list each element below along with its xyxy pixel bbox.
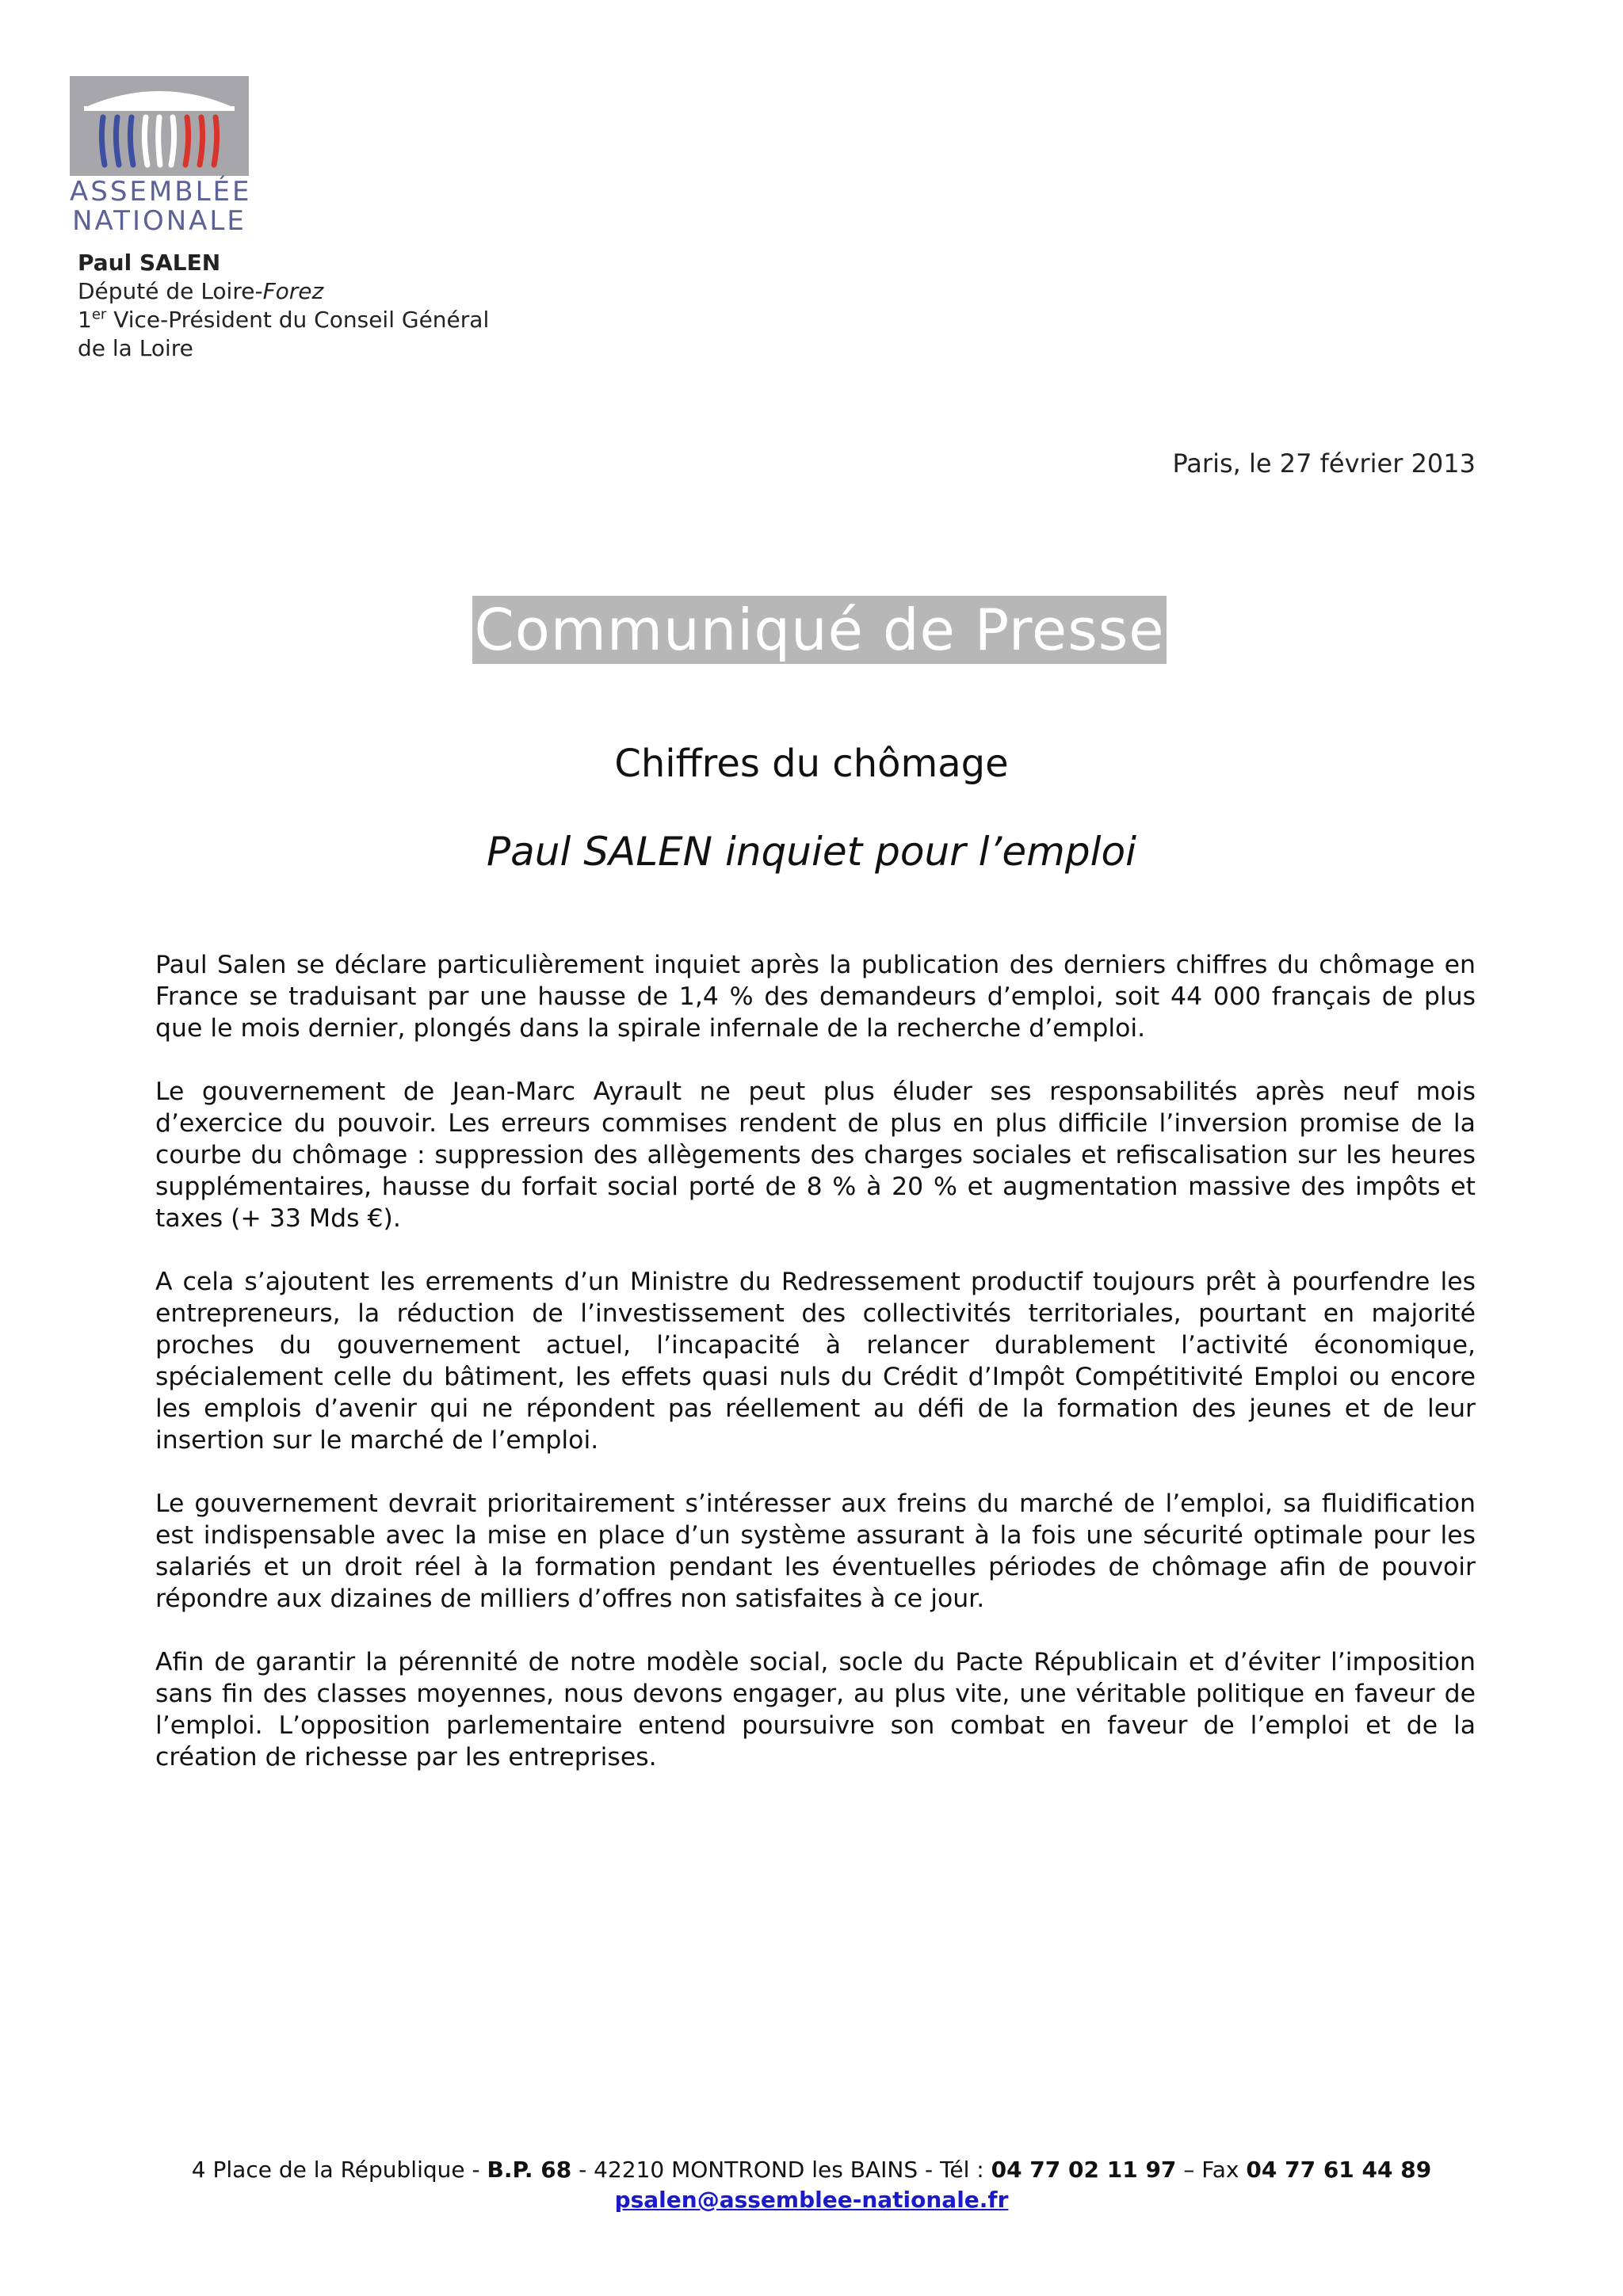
body-paragraph-4: Le gouvernement devrait prioritairement s’intéresser aux freins du marché de l’emploi, sa fluidification est indispensable avec la mise en place d’un système assurant à la fois une sécurité optimale pour les salariés et un droit réel à la formation pendant les éventuelles périodes de chômage afin de pouvoir répondre aux dizaines de milliers d’offres non satisfaites à ce jour. — [155, 1489, 1476, 1613]
footer-address-b: - 42210 MONTROND les BAINS - Tél : — [571, 2157, 991, 2183]
document-date: Paris, le 27 février 2013 — [1172, 448, 1476, 479]
assemblee-nationale-logo — [70, 76, 252, 237]
vp-ordinal: 1 — [78, 307, 92, 333]
logo-wordmark — [70, 176, 252, 237]
footer-bp: B.P. 68 — [487, 2157, 572, 2183]
body-paragraph-3: A cela s’ajoutent les errements d’un Ministre du Redressement productif toujours prêt à pourfendre les entrepreneurs, la réduction de l’investissement des collectivités territoriales, pourtant en majorité proches du gouvernement actuel, l’incapacité à relancer durablement l’activité économique, spécialement celle du bâtiment, les effets quasi nuls du Crédit d’Impôt Compétitivité Emploi ou encore les emplois d’avenir qui ne répondent pas réellement au défi de la formation des jeunes et de leur insertion sur le marché de l’emploi. — [155, 1268, 1476, 1455]
footer-email-link[interactable]: psalen@assemblee-nationale.fr — [614, 2187, 1009, 2213]
footer-fax: 04 77 61 44 89 — [1246, 2157, 1432, 2183]
author-role-suffix: Forez — [262, 278, 324, 304]
footer-contact-line — [0, 2155, 1623, 2185]
body-paragraph-2: Le gouvernement de Jean-Marc Ayrault ne peut plus éluder ses responsabilités après neuf mois d’exercice du pouvoir. Les erreurs commises rendent de plus en plus difficile l’inversion promise de la courbe du chômage : suppression des allègements des charges sociales et refiscalisation sur les heures supplémentaires, hausse du forfait social porté de 8 % à 20 % et augmentation massive des impôts et taxes (+ 33 Mds €). — [155, 1077, 1476, 1233]
author-vp-line2: de la Loire — [78, 335, 193, 361]
vp-text: Vice-Président du Conseil Général — [106, 307, 490, 333]
body-paragraph-5: Afin de garantir la pérennité de notre modèle social, socle du Pacte Républicain et d’éviter l’imposition sans fin des classes moyennes, nous devons engager, au plus vite, une véritable politique en faveur de l’emploi. L’opposition parlementaire entend poursuivre son combat en faveur de l’emploi et de la création de richesse par les entreprises. — [155, 1648, 1476, 1772]
footer — [0, 2155, 1623, 2215]
author-role-prefix: Député de Loire- — [78, 278, 263, 304]
press-release-banner: Communiqué de Presse — [472, 596, 1167, 664]
footer-address-a: 4 Place de la République - — [191, 2157, 487, 2183]
author-name: Paul SALEN — [78, 250, 221, 276]
logo-line-2: NATIONALE — [72, 205, 246, 237]
hemicycle-icon — [70, 76, 249, 176]
footer-tel: 04 77 02 11 97 — [991, 2157, 1177, 2183]
footer-fax-label: – Fax — [1176, 2157, 1247, 2183]
logo-line-1: ASSEMBLÉE — [70, 176, 252, 208]
author-block — [78, 249, 489, 363]
author-role — [78, 277, 489, 306]
author-vp — [78, 306, 489, 334]
document-subject: Chiffres du chômage — [614, 742, 1009, 786]
vp-ordinal-suffix: er — [91, 306, 107, 323]
body-paragraph-1: Paul Salen se déclare particulièrement inquiet après la publication des derniers chiffres du chômage en France se traduisant par une hausse de 1,4 % des demandeurs d’emploi, soit 44 000 français de plus que le mois dernier, plongés dans la spirale infernale de la recherche d’emploi. — [155, 951, 1476, 1043]
document-body — [155, 949, 1476, 1805]
document-headline: Paul SALEN inquiet pour l’emploi — [487, 829, 1136, 875]
logo-emblem — [70, 76, 249, 176]
